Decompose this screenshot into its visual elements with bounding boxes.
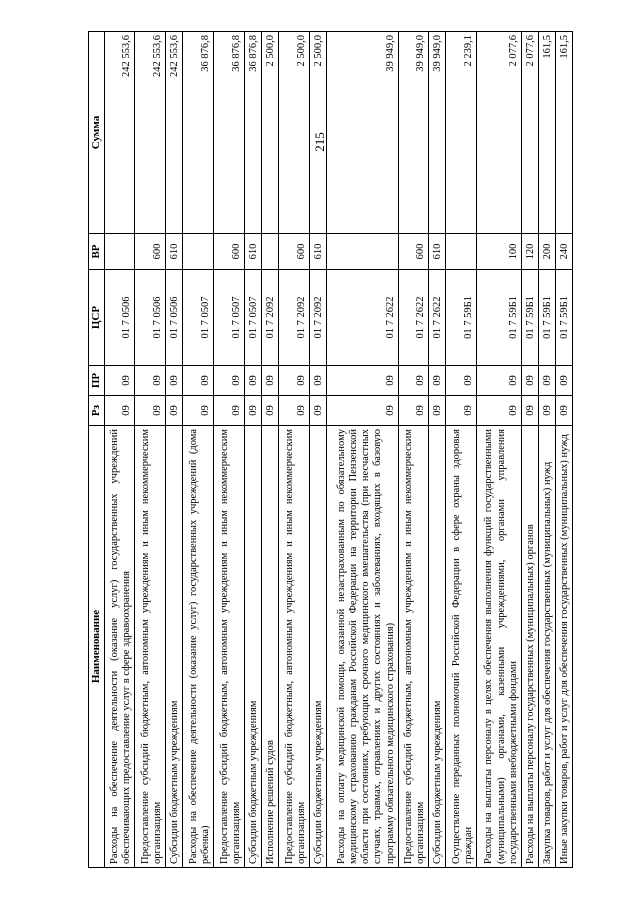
cell-name: Предоставление субсидий бюджетным, автономным учреждениям и иным некоммерческим организациям xyxy=(135,426,166,868)
cell-csr: 01 7 0507 xyxy=(214,270,245,366)
cell-vr xyxy=(446,234,477,270)
table-row xyxy=(183,32,214,868)
cell-csr: 01 7 59Б1 xyxy=(538,270,555,366)
cell-sum: 2 077,6 xyxy=(477,32,521,234)
cell-csr: 01 7 2622 xyxy=(398,270,429,366)
cell-pr: 09 xyxy=(398,366,429,396)
table-row xyxy=(214,32,245,868)
cell-vr: 600 xyxy=(135,234,166,270)
table-row xyxy=(555,32,572,868)
cell-csr: 01 7 2092 xyxy=(261,270,278,366)
cell-vr: 610 xyxy=(429,234,446,270)
cell-name: Расходы на оплату медицинской помощи, оказанной незастрахованным по обязательному медицинскому страхованию гражданам Российской Федерации на территории Пензенской области при состояниях, требующих срочного медицинского вмешательства (при несчастных случаях, травмах, отравлениях и других состояниях и заболеваниях, входящих в базовую программу обязательного медицинского страхования) xyxy=(326,426,398,868)
cell-sum: 242 553,6 xyxy=(166,32,183,234)
cell-rz: 09 xyxy=(278,396,309,426)
cell-csr: 01 7 0506 xyxy=(135,270,166,366)
table-row xyxy=(261,32,278,868)
cell-name: Предоставление субсидий бюджетным, автономным учреждениям и иным некоммерческим организациям xyxy=(214,426,245,868)
cell-name: Иные закупки товаров, работ и услуг для обеспечения государственных (муниципальных) нужд xyxy=(555,426,572,868)
cell-csr: 01 7 59Б1 xyxy=(477,270,521,366)
cell-pr: 09 xyxy=(135,366,166,396)
cell-vr: 600 xyxy=(278,234,309,270)
cell-csr: 01 7 59Б1 xyxy=(446,270,477,366)
cell-rz: 09 xyxy=(521,396,538,426)
cell-vr xyxy=(326,234,398,270)
cell-pr: 09 xyxy=(183,366,214,396)
cell-name: Субсидии бюджетным учреждениям xyxy=(166,426,183,868)
cell-name: Субсидии бюджетным учреждениям xyxy=(309,426,326,868)
cell-pr: 09 xyxy=(477,366,521,396)
cell-pr: 09 xyxy=(104,366,135,396)
cell-rz: 09 xyxy=(135,396,166,426)
cell-name: Расходы на обеспечение деятельности (оказание услуг) государственных учреждений обеспечивающих предоставление услуг в сфере здравоохранения xyxy=(104,426,135,868)
table-row xyxy=(104,32,135,868)
cell-vr: 120 xyxy=(521,234,538,270)
cell-rz: 09 xyxy=(398,396,429,426)
table-row xyxy=(538,32,555,868)
cell-sum: 161,5 xyxy=(555,32,572,234)
cell-rz: 09 xyxy=(538,396,555,426)
header-vr: ВР xyxy=(89,234,105,270)
cell-name: Предоставление субсидий бюджетным, автономным учреждениям и иным некоммерческим организациям xyxy=(278,426,309,868)
cell-csr: 01 7 0507 xyxy=(244,270,261,366)
cell-sum: 36 876,8 xyxy=(214,32,245,234)
cell-csr: 01 7 2622 xyxy=(429,270,446,366)
cell-sum: 2 500,0 xyxy=(261,32,278,234)
cell-sum: 2 500,0 xyxy=(309,32,326,234)
table-row xyxy=(135,32,166,868)
cell-vr: 600 xyxy=(398,234,429,270)
cell-rz: 09 xyxy=(166,396,183,426)
cell-sum: 36 876,8 xyxy=(183,32,214,234)
cell-vr: 600 xyxy=(214,234,245,270)
cell-rz: 09 xyxy=(446,396,477,426)
cell-csr: 01 7 0506 xyxy=(166,270,183,366)
table-row xyxy=(326,32,398,868)
cell-name: Закупка товаров, работ и услуг для обеспечения государственных (муниципальных) нужд xyxy=(538,426,555,868)
table-row xyxy=(309,32,326,868)
cell-csr: 01 7 2092 xyxy=(278,270,309,366)
cell-pr: 09 xyxy=(326,366,398,396)
cell-pr: 09 xyxy=(309,366,326,396)
table-row xyxy=(446,32,477,868)
table-row xyxy=(429,32,446,868)
cell-name: Осуществление переданных полномочий Российской Федерации в сфере охраны здоровья граждан xyxy=(446,426,477,868)
budget-table-container xyxy=(88,32,573,868)
cell-rz: 09 xyxy=(214,396,245,426)
cell-pr: 09 xyxy=(429,366,446,396)
cell-csr: 01 7 59Б1 xyxy=(521,270,538,366)
cell-pr: 09 xyxy=(521,366,538,396)
cell-rz: 09 xyxy=(244,396,261,426)
cell-vr: 100 xyxy=(477,234,521,270)
cell-name: Расходы на обеспечение деятельности (оказание услуг) государственных учреждений (дома ребенка) xyxy=(183,426,214,868)
cell-pr: 09 xyxy=(278,366,309,396)
table-row xyxy=(477,32,521,868)
cell-vr: 610 xyxy=(166,234,183,270)
cell-sum: 161,5 xyxy=(538,32,555,234)
table-row xyxy=(398,32,429,868)
cell-vr xyxy=(261,234,278,270)
cell-pr: 09 xyxy=(214,366,245,396)
cell-rz: 09 xyxy=(555,396,572,426)
cell-csr: 01 7 0507 xyxy=(183,270,214,366)
header-sum: Сумма xyxy=(89,32,105,234)
cell-name: Исполнение решений судов xyxy=(261,426,278,868)
header-pr: ПР xyxy=(89,366,105,396)
cell-rz: 09 xyxy=(183,396,214,426)
cell-name: Расходы на выплаты персоналу государственных (муниципальных) органов xyxy=(521,426,538,868)
cell-rz: 09 xyxy=(261,396,278,426)
budget-table xyxy=(88,31,573,868)
cell-sum: 242 553,6 xyxy=(104,32,135,234)
page-number: 215 xyxy=(312,132,327,152)
cell-pr: 09 xyxy=(261,366,278,396)
cell-rz: 09 xyxy=(104,396,135,426)
cell-sum: 2 500,0 xyxy=(278,32,309,234)
cell-pr: 09 xyxy=(538,366,555,396)
cell-csr: 01 7 2092 xyxy=(309,270,326,366)
cell-rz: 09 xyxy=(326,396,398,426)
header-name: Наименование xyxy=(89,426,105,868)
cell-vr: 610 xyxy=(309,234,326,270)
table-header-row xyxy=(89,32,105,868)
cell-pr: 09 xyxy=(446,366,477,396)
cell-rz: 09 xyxy=(429,396,446,426)
table-row xyxy=(521,32,538,868)
cell-vr xyxy=(104,234,135,270)
cell-sum: 242 553,6 xyxy=(135,32,166,234)
header-rz: Рз xyxy=(89,396,105,426)
cell-name: Предоставление субсидий бюджетным, автономным учреждениям и иным некоммерческим организациям xyxy=(398,426,429,868)
cell-pr: 09 xyxy=(555,366,572,396)
cell-name: Субсидии бюджетным учреждениям xyxy=(429,426,446,868)
table-row xyxy=(166,32,183,868)
cell-sum: 39 949,0 xyxy=(429,32,446,234)
cell-name: Субсидии бюджетным учреждениям xyxy=(244,426,261,868)
cell-sum: 2 239,1 xyxy=(446,32,477,234)
cell-rz: 09 xyxy=(477,396,521,426)
cell-pr: 09 xyxy=(244,366,261,396)
cell-sum: 39 949,0 xyxy=(398,32,429,234)
cell-sum: 2 077,6 xyxy=(521,32,538,234)
header-csr: ЦСР xyxy=(89,270,105,366)
cell-sum: 36 876,8 xyxy=(244,32,261,234)
cell-csr: 01 7 2622 xyxy=(326,270,398,366)
cell-csr: 01 7 59Б1 xyxy=(555,270,572,366)
cell-sum: 39 949,0 xyxy=(326,32,398,234)
table-row xyxy=(244,32,261,868)
table-row xyxy=(278,32,309,868)
cell-vr: 200 xyxy=(538,234,555,270)
table-body xyxy=(104,32,572,868)
cell-rz: 09 xyxy=(309,396,326,426)
cell-vr: 610 xyxy=(244,234,261,270)
cell-pr: 09 xyxy=(166,366,183,396)
cell-csr: 01 7 0506 xyxy=(104,270,135,366)
cell-vr: 240 xyxy=(555,234,572,270)
cell-name: Расходы на выплаты персоналу в целях обеспечения выполнения функций государственными (муниципальными) органами, казенными учреждениями, органами управления государственными внебюджетными фондами xyxy=(477,426,521,868)
cell-vr xyxy=(183,234,214,270)
